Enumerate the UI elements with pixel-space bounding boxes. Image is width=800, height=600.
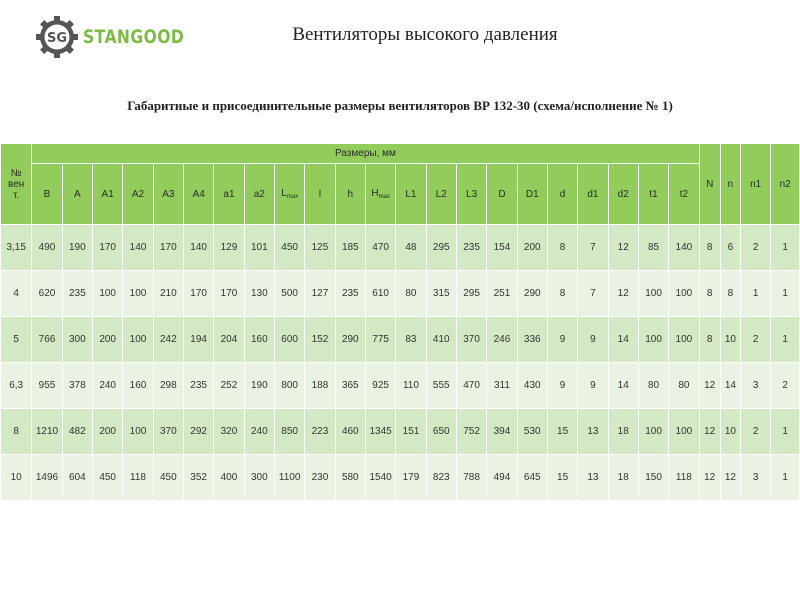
- table-cell: 470: [365, 225, 395, 271]
- table-cell: 252: [214, 363, 244, 409]
- table-cell: 83: [396, 317, 426, 363]
- table-cell: 100: [669, 409, 699, 455]
- table-cell: 494: [487, 455, 517, 501]
- table-cell: 118: [669, 455, 699, 501]
- column-header-n2: n2: [771, 144, 800, 225]
- table-cell: 80: [396, 271, 426, 317]
- table-cell: 482: [62, 409, 92, 455]
- column-header: А3: [153, 164, 183, 225]
- table-cell: 160: [244, 317, 274, 363]
- column-header: d: [547, 164, 577, 225]
- brand-name: STANGOOD: [83, 26, 185, 48]
- table-cell: 6: [720, 225, 740, 271]
- table-cell: 298: [153, 363, 183, 409]
- column-header: h: [335, 164, 365, 225]
- table-cell: 500: [274, 271, 304, 317]
- table-cell: 140: [669, 225, 699, 271]
- table-cell: 14: [720, 363, 740, 409]
- table-cell: 12: [608, 271, 638, 317]
- table-cell: 352: [183, 455, 213, 501]
- table-cell: 1: [771, 317, 800, 363]
- fan-number-cell: 5: [1, 317, 32, 363]
- table-cell: 775: [365, 317, 395, 363]
- table-row: [1, 317, 800, 363]
- table-cell: 80: [638, 363, 668, 409]
- table-cell: 170: [153, 225, 183, 271]
- table-cell: 850: [274, 409, 304, 455]
- fan-number-header-line: т.: [13, 189, 20, 201]
- column-header: t1: [638, 164, 668, 225]
- table-cell: 620: [32, 271, 62, 317]
- table-cell: 490: [32, 225, 62, 271]
- table-cell: 290: [517, 271, 547, 317]
- table-cell: 394: [487, 409, 517, 455]
- table-cell: 85: [638, 225, 668, 271]
- table-cell: 8: [699, 317, 720, 363]
- table-cell: 190: [62, 225, 92, 271]
- table-cell: 610: [365, 271, 395, 317]
- column-header: L1: [396, 164, 426, 225]
- column-header-n1: n1: [741, 144, 771, 225]
- table-cell: 8: [720, 271, 740, 317]
- table-cell: 1540: [365, 455, 395, 501]
- table-cell: 645: [517, 455, 547, 501]
- table-cell: 9: [547, 317, 577, 363]
- table-cell: 230: [305, 455, 335, 501]
- table-cell: 13: [578, 455, 608, 501]
- table-cell: 130: [244, 271, 274, 317]
- table-cell: 555: [426, 363, 456, 409]
- table-cell: 600: [274, 317, 304, 363]
- table-cell: 370: [456, 317, 486, 363]
- table-cell: 251: [487, 271, 517, 317]
- table-cell: 200: [93, 409, 123, 455]
- table-cell: 370: [153, 409, 183, 455]
- table-cell: 300: [62, 317, 92, 363]
- table-cell: 246: [487, 317, 517, 363]
- table-cell: 365: [335, 363, 365, 409]
- table-cell: 315: [426, 271, 456, 317]
- fan-number-header-line: №: [10, 167, 22, 179]
- table-cell: 100: [123, 271, 153, 317]
- table-cell: 14: [608, 317, 638, 363]
- table-cell: 235: [62, 271, 92, 317]
- column-header: а1: [214, 164, 244, 225]
- table-cell: 766: [32, 317, 62, 363]
- table-cell: 1: [771, 271, 800, 317]
- table-cell: 188: [305, 363, 335, 409]
- table-cell: 1210: [32, 409, 62, 455]
- table-cell: 311: [487, 363, 517, 409]
- table-cell: 1345: [365, 409, 395, 455]
- table-cell: 12: [699, 455, 720, 501]
- table-row: [1, 225, 800, 271]
- column-header: А2: [123, 164, 153, 225]
- table-cell: 2: [741, 317, 771, 363]
- table-cell: 150: [638, 455, 668, 501]
- table-cell: 242: [153, 317, 183, 363]
- table-cell: 12: [699, 409, 720, 455]
- table-cell: 154: [487, 225, 517, 271]
- table-cell: 3: [741, 363, 771, 409]
- table-cell: 450: [153, 455, 183, 501]
- table-cell: 8: [699, 271, 720, 317]
- table-cell: 160: [123, 363, 153, 409]
- table-cell: 170: [93, 225, 123, 271]
- table-cell: 1: [771, 455, 800, 501]
- table-row: [1, 455, 800, 501]
- column-header: А: [62, 164, 92, 225]
- table-cell: 14: [608, 363, 638, 409]
- column-header: $H_{max}$: [365, 164, 395, 225]
- table-cell: 129: [214, 225, 244, 271]
- table-cell: 336: [517, 317, 547, 363]
- table-cell: 179: [396, 455, 426, 501]
- table-cell: 530: [517, 409, 547, 455]
- table-cell: 10: [720, 409, 740, 455]
- table-cell: 752: [456, 409, 486, 455]
- table-cell: 100: [93, 271, 123, 317]
- table-cell: 110: [396, 363, 426, 409]
- table-cell: 450: [274, 225, 304, 271]
- table-cell: 580: [335, 455, 365, 501]
- table-cell: 1: [741, 271, 771, 317]
- column-header: d2: [608, 164, 638, 225]
- column-header: d1: [578, 164, 608, 225]
- table-cell: 100: [669, 271, 699, 317]
- table-cell: 9: [547, 363, 577, 409]
- table-cell: 8: [699, 225, 720, 271]
- table-cell: 194: [183, 317, 213, 363]
- table-cell: 2: [741, 409, 771, 455]
- table-cell: 15: [547, 455, 577, 501]
- table-cell: 240: [244, 409, 274, 455]
- table-cell: 1: [771, 225, 800, 271]
- table-cell: 80: [669, 363, 699, 409]
- dimensions-table: [0, 143, 800, 501]
- table-row: [1, 409, 800, 455]
- fan-number-cell: 8: [1, 409, 32, 455]
- fan-number-header-line: вен: [8, 178, 25, 190]
- table-row: [1, 363, 800, 409]
- table-cell: 12: [699, 363, 720, 409]
- table-row: [1, 271, 800, 317]
- table-cell: 204: [214, 317, 244, 363]
- table-cell: 235: [335, 271, 365, 317]
- table-cell: 400: [214, 455, 244, 501]
- table-cell: 460: [335, 409, 365, 455]
- table-cell: 100: [123, 317, 153, 363]
- column-header: В: [32, 164, 62, 225]
- column-header: а2: [244, 164, 274, 225]
- table-cell: 295: [456, 271, 486, 317]
- column-header: L3: [456, 164, 486, 225]
- table-cell: 170: [183, 271, 213, 317]
- table-cell: 200: [93, 317, 123, 363]
- fan-number-cell: 3,15: [1, 225, 32, 271]
- table-cell: 170: [214, 271, 244, 317]
- table-cell: 18: [608, 409, 638, 455]
- column-header: l: [305, 164, 335, 225]
- table-cell: 140: [183, 225, 213, 271]
- table-cell: 604: [62, 455, 92, 501]
- table-cell: 320: [214, 409, 244, 455]
- table-cell: 240: [93, 363, 123, 409]
- table-caption: Габаритные и присоединительные размеры вентиляторов ВР 132-30 (схема/исполнение № 1): [127, 98, 673, 113]
- column-header: t2: [669, 164, 699, 225]
- table-cell: 2: [771, 363, 800, 409]
- table-cell: 800: [274, 363, 304, 409]
- table-cell: 235: [183, 363, 213, 409]
- table-cell: 788: [456, 455, 486, 501]
- table-cell: 10: [720, 317, 740, 363]
- table-cell: 8: [547, 225, 577, 271]
- table-cell: 118: [123, 455, 153, 501]
- table-cell: 292: [183, 409, 213, 455]
- table-cell: 100: [638, 409, 668, 455]
- table-cell: 223: [305, 409, 335, 455]
- fan-number-header: [1, 144, 32, 225]
- table-cell: 650: [426, 409, 456, 455]
- table-cell: 125: [305, 225, 335, 271]
- table-cell: 410: [426, 317, 456, 363]
- table-cell: 210: [153, 271, 183, 317]
- table-cell: 295: [426, 225, 456, 271]
- table-cell: 235: [456, 225, 486, 271]
- column-header: L2: [426, 164, 456, 225]
- table-cell: 470: [456, 363, 486, 409]
- column-header-n: n: [720, 144, 740, 225]
- fan-number-cell: 10: [1, 455, 32, 501]
- table-cell: 9: [578, 317, 608, 363]
- column-header: А4: [183, 164, 213, 225]
- fan-number-cell: 4: [1, 271, 32, 317]
- table-cell: 100: [123, 409, 153, 455]
- fan-number-cell: 6,3: [1, 363, 32, 409]
- table-cell: 925: [365, 363, 395, 409]
- column-header: А1: [93, 164, 123, 225]
- logo-mark-text: SG: [46, 31, 68, 46]
- table-cell: 378: [62, 363, 92, 409]
- table-cell: 100: [638, 271, 668, 317]
- table-cell: 48: [396, 225, 426, 271]
- table-cell: 127: [305, 271, 335, 317]
- table-cell: 190: [244, 363, 274, 409]
- table-cell: 151: [396, 409, 426, 455]
- page-title: Вентиляторы высокого давления: [292, 24, 558, 45]
- table-cell: 7: [578, 271, 608, 317]
- table-cell: 100: [669, 317, 699, 363]
- table-cell: 101: [244, 225, 274, 271]
- table-cell: 290: [335, 317, 365, 363]
- table-cell: 15: [547, 409, 577, 455]
- table-cell: 823: [426, 455, 456, 501]
- table-cell: 18: [608, 455, 638, 501]
- table-cell: 3: [741, 455, 771, 501]
- table-cell: 7: [578, 225, 608, 271]
- table-cell: 300: [244, 455, 274, 501]
- table-cell: 12: [608, 225, 638, 271]
- column-header: $L_{max}$: [274, 164, 304, 225]
- table-cell: 100: [638, 317, 668, 363]
- table-cell: 185: [335, 225, 365, 271]
- table-cell: 450: [93, 455, 123, 501]
- table-cell: 200: [517, 225, 547, 271]
- table-cell: 955: [32, 363, 62, 409]
- column-header: D: [487, 164, 517, 225]
- table-cell: 140: [123, 225, 153, 271]
- table-cell: 152: [305, 317, 335, 363]
- table-cell: 1: [771, 409, 800, 455]
- table-cell: 12: [720, 455, 740, 501]
- table-cell: 1100: [274, 455, 304, 501]
- table-cell: 2: [741, 225, 771, 271]
- table-cell: 8: [547, 271, 577, 317]
- table-cell: 1496: [32, 455, 62, 501]
- table-cell: 13: [578, 409, 608, 455]
- table-cell: 430: [517, 363, 547, 409]
- column-header-n: N: [699, 144, 720, 225]
- dimensions-group-header: Размеры, мм: [32, 144, 699, 164]
- table-cell: 9: [578, 363, 608, 409]
- column-header: D1: [517, 164, 547, 225]
